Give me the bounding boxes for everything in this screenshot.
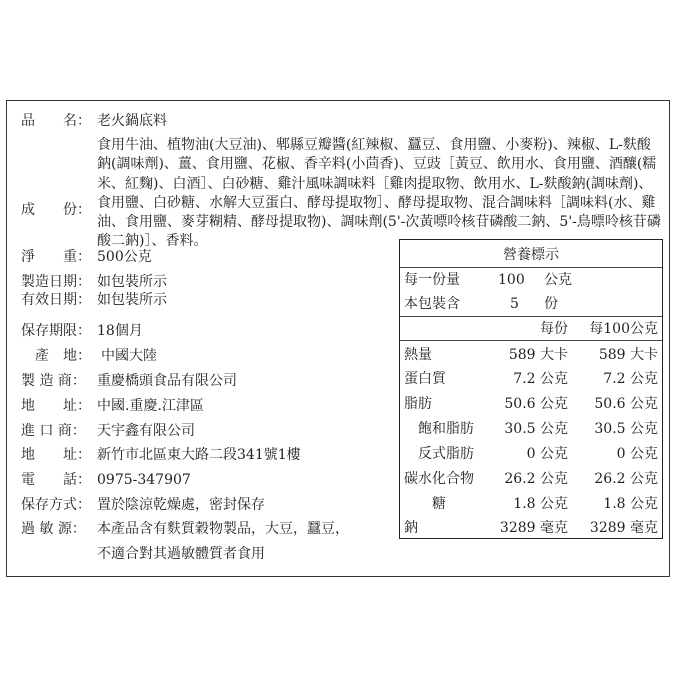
mfg-date-label: 製造日期： (21, 274, 91, 290)
origin-label: 產 地： (35, 348, 91, 364)
per-100g-value: 7.2 公克 (603, 371, 658, 387)
nutrient-name: 脂肪 (404, 396, 432, 412)
product-name-label: 品 名： (21, 113, 91, 129)
ingredients-value: 食用牛油、植物油(大豆油)、郫縣豆瓣醬(紅辣椒、蠶豆、食用鹽、小麥粉)、辣椒、L-麩酸鈉(調味劑)、薑、食用鹽、花椒、香辛料(小茴香)、豆豉［黃豆、飲用水、食用鹽、酒釀(糯米、紅麴)、白酒］、白砂糖、雞汁風味調味料［雞肉提取物、飲用水、L-麩酸鈉(調味劑)、食用鹽、白砂糖、水解大豆蛋白、酵母提取物］、酵母提取物、混合調味料［調味料(水、雞油、食用鹽、麥芽糊精、酵母提取物)、調味劑(5'-次黃嘌呤核苷磷酸二鈉、5'-鳥嘌呤核苷磷酸二鈉)］、香料。 (97, 137, 661, 250)
per-100g-value: 30.5 公克 (594, 421, 658, 437)
per-100g-value: 26.2 公克 (594, 471, 658, 487)
per-serving-value: 3289 毫克 (499, 520, 568, 536)
nutrient-name: 鈉 (404, 520, 418, 536)
per-100g-value: 3289 毫克 (589, 520, 658, 536)
servings-unit: 份 (544, 296, 558, 312)
per-serving-value: 30.5 公克 (504, 421, 568, 437)
storage-value: 置於陰涼乾燥處，密封保存 (97, 497, 265, 513)
per-100g-header: 每100公克 (589, 321, 658, 337)
nutrient-name: 反式脂肪 (418, 446, 474, 462)
importer-value: 天宇鑫有限公司 (97, 423, 195, 439)
per-100g-value: 50.6 公克 (594, 396, 658, 412)
nutrient-name: 飽和脂肪 (418, 421, 474, 437)
serving-size-value: 100 (498, 272, 525, 288)
product-name-value: 老火鍋底料 (97, 113, 167, 129)
per-100g-value: 1.8 公克 (603, 496, 658, 512)
mfr-address-value: 中國.重慶.江津區 (97, 398, 204, 414)
shelf-life-label: 保存期限： (21, 323, 91, 339)
per-serving-header: 每份 (540, 321, 568, 337)
phone-value: 0975-347907 (97, 472, 191, 488)
net-weight-label: 淨 重： (21, 249, 91, 265)
phone-label: 電 話： (21, 472, 91, 488)
exp-date-label: 有效日期： (21, 292, 91, 308)
manufacturer-value: 重慶橋頭食品有限公司 (97, 373, 237, 389)
serving-size-label: 每一份量 (404, 272, 460, 288)
per-100g-value: 0 公克 (616, 446, 658, 462)
per-serving-value: 1.8 公克 (513, 496, 568, 512)
per-100g-value: 589 大卡 (598, 347, 658, 363)
allergen-line1: 本產品含有麩質穀物製品，大豆，蠶豆， (97, 521, 349, 537)
nutrient-name: 糖 (432, 496, 446, 512)
nutrient-name: 蛋白質 (404, 371, 446, 387)
per-serving-value: 7.2 公克 (513, 371, 568, 387)
shelf-life-value: 18個月 (97, 323, 143, 339)
ingredients-label: 成 份： (21, 202, 91, 218)
allergen-label: 過 敏 源： (21, 521, 86, 537)
nutrient-name: 碳水化合物 (404, 471, 474, 487)
mfg-date-value: 如包裝所示 (97, 274, 167, 290)
nutrition-title: 營養標示 (503, 247, 559, 263)
imp-address-label: 地 址： (21, 447, 91, 463)
servings-value: 5 (510, 296, 519, 312)
exp-date-value: 如包裝所示 (97, 292, 167, 308)
servings-label: 本包裝含 (404, 296, 460, 312)
storage-label: 保存方式： (21, 497, 91, 513)
imp-address-value: 新竹市北區東大路二段341號1樓 (97, 447, 301, 463)
per-serving-value: 50.6 公克 (504, 396, 568, 412)
mfr-address-label: 地 址： (21, 398, 91, 414)
serving-size-unit: 公克 (544, 272, 572, 288)
origin-value: 中國大陸 (101, 348, 157, 364)
nutrition-table (399, 239, 663, 539)
per-serving-value: 0 公克 (526, 446, 568, 462)
product-label (6, 100, 670, 577)
allergen-line2: 不適合對其過敏體質者食用 (97, 546, 265, 562)
importer-label: 進 口 商： (21, 423, 86, 439)
nutrient-name: 熱量 (404, 347, 432, 363)
per-serving-value: 589 大卡 (508, 347, 568, 363)
net-weight-value: 500公克 (97, 249, 152, 265)
manufacturer-label: 製 造 商： (21, 373, 86, 389)
per-serving-value: 26.2 公克 (504, 471, 568, 487)
